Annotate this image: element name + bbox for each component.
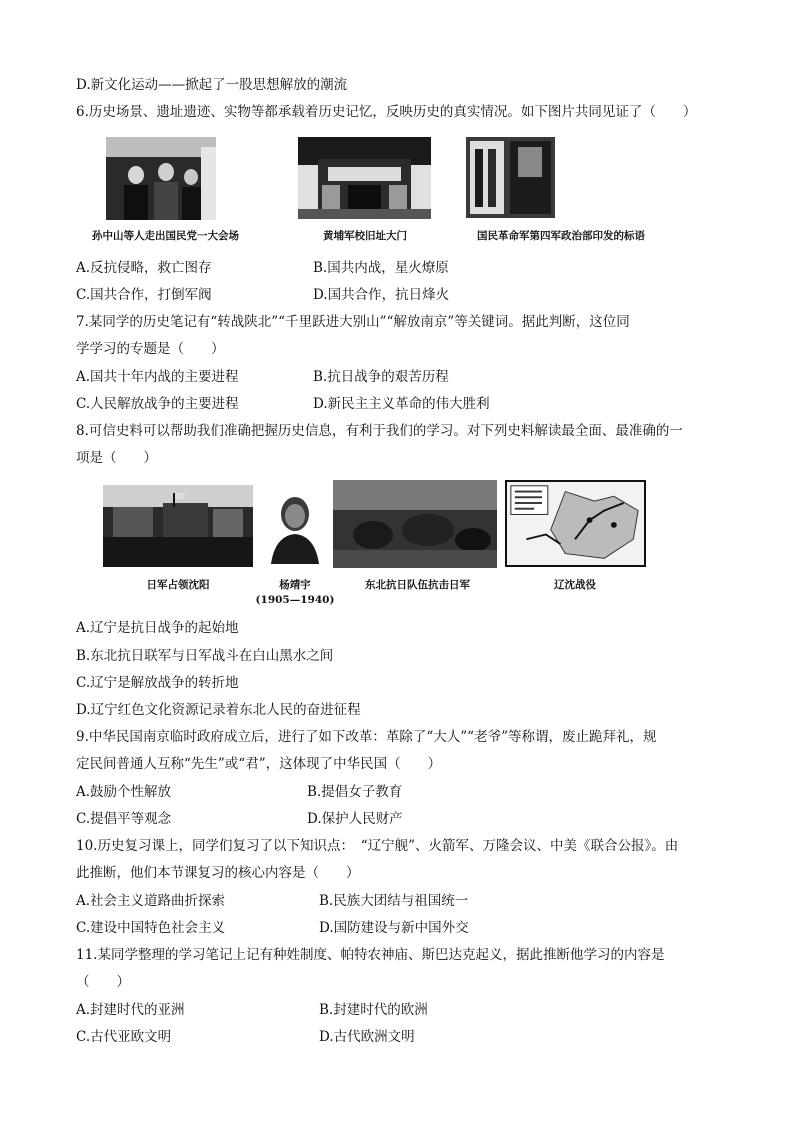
- q9-option-a: A.鼓励个性解放: [76, 784, 172, 800]
- q7-option-c: C.人民解放战争的主要进程: [76, 396, 239, 412]
- q6-option-c: C.国共合作，打倒军阀: [76, 287, 212, 303]
- q9-stem-line2: 定民间普通人互称“先生”或“君”，这体现了中华民国（ ）: [76, 756, 442, 772]
- q6-caption-2: 黄埔军校旧址大门: [323, 230, 407, 242]
- q10-option-d: D.国防建设与新中国外交: [319, 920, 469, 936]
- q8-option-d: D.辽宁红色文化资源记录着东北人民的奋进征程: [76, 702, 361, 718]
- q11-stem-line2: （ ）: [76, 974, 130, 990]
- q11-option-d: D.古代欧洲文明: [319, 1029, 415, 1045]
- q6-option-b: B.国共内战，星火燎原: [313, 260, 449, 276]
- q5-option-d: D.新文化运动——掀起了一股思想解放的潮流: [76, 77, 348, 93]
- q9-option-b: B.提倡女子教育: [307, 784, 403, 800]
- q7-option-b: B.抗日战争的艰苦历程: [313, 369, 449, 385]
- q6-option-d: D.国共合作，抗日烽火: [313, 287, 450, 303]
- q11-option-a: A.封建时代的亚洲: [76, 1002, 185, 1018]
- q10-stem-line2: 此推断，他们本节课复习的核心内容是（ ）: [76, 865, 360, 881]
- q8-caption-1: 日军占领沈阳: [146, 579, 210, 591]
- q8-caption-4: 东北抗日队伍抗击日军: [365, 579, 470, 591]
- q10-option-b: B.民族大团结与祖国统一: [319, 893, 469, 909]
- q9-option-d: D.保护人民财产: [307, 811, 403, 827]
- q8-caption-2: 杨靖宇: [279, 579, 311, 591]
- q10-option-a: A.社会主义道路曲折探索: [76, 893, 226, 909]
- q8-stem-line1: 8.可信史料可以帮助我们准确把握历史信息，有利于我们的学习。对下列史料解读最全面、最准确的一: [76, 423, 683, 439]
- q8-photo-yang-jingyu: [265, 486, 325, 564]
- q8-caption-5: 辽沈战役: [554, 579, 596, 591]
- q7-stem-line1: 7.某同学的历史笔记有“转战陕北”“千里跃进大别山”“解放南京”等关键词。据此判断，这位同: [76, 314, 630, 330]
- q8-option-a: A.辽宁是抗日战争的起始地: [76, 620, 239, 636]
- q9-stem-line1: 9.中华民国南京临时政府成立后，进行了如下改革：革除了“大人”“老爷”等称谓，废止跪拜礼，规: [76, 729, 657, 745]
- q8-option-b: B.东北抗日联军与日军战斗在白山黑水之间: [76, 648, 334, 664]
- q8-photo-shenyang: [103, 485, 253, 567]
- q6-caption-1: 孙中山等人走出国民党一大会场: [92, 230, 239, 242]
- q10-stem-line1: 10.历史复习课上，同学们复习了以下知识点： “辽宁舰”、火箭军、万隆会议、中美《联合公报》。由: [76, 838, 679, 854]
- q7-option-d: D.新民主主义革命的伟大胜利: [313, 396, 490, 412]
- q10-option-c: C.建设中国特色社会主义: [76, 920, 226, 936]
- q6-photo-whampoa-gate: [298, 137, 431, 219]
- q8-caption-3: (1905—1940): [255, 594, 335, 606]
- q11-stem-line1: 11.某同学整理的学习笔记上记有种姓制度、帕特农神庙、斯巴达克起义，据此推断他学习的内容是: [76, 947, 665, 963]
- q8-photo-anti-japanese-troops: [333, 480, 497, 568]
- q9-option-c: C.提倡平等观念: [76, 811, 172, 827]
- q7-stem-line2: 学学习的专题是（ ）: [76, 341, 225, 357]
- q6-photo-sun-yatsen: [106, 137, 216, 220]
- q11-option-b: B.封建时代的欧洲: [319, 1002, 428, 1018]
- q11-option-c: C.古代亚欧文明: [76, 1029, 172, 1045]
- q6-stem: 6.历史场景、遗址遗迹、实物等都承载着历史记忆，反映历史的真实情况。如下图片共同见证了（ ）: [76, 104, 697, 120]
- q6-photo-slogan: [466, 137, 555, 218]
- q8-stem-line2: 项是（ ）: [76, 450, 157, 466]
- q8-option-c: C.辽宁是解放战争的转折地: [76, 675, 239, 691]
- q7-option-a: A.国共十年内战的主要进程: [76, 369, 239, 385]
- q8-map-liaoshen: [505, 480, 646, 567]
- q6-option-a: A.反抗侵略，救亡图存: [76, 260, 212, 276]
- q6-caption-3: 国民革命军第四军政治部印发的标语: [477, 230, 645, 242]
